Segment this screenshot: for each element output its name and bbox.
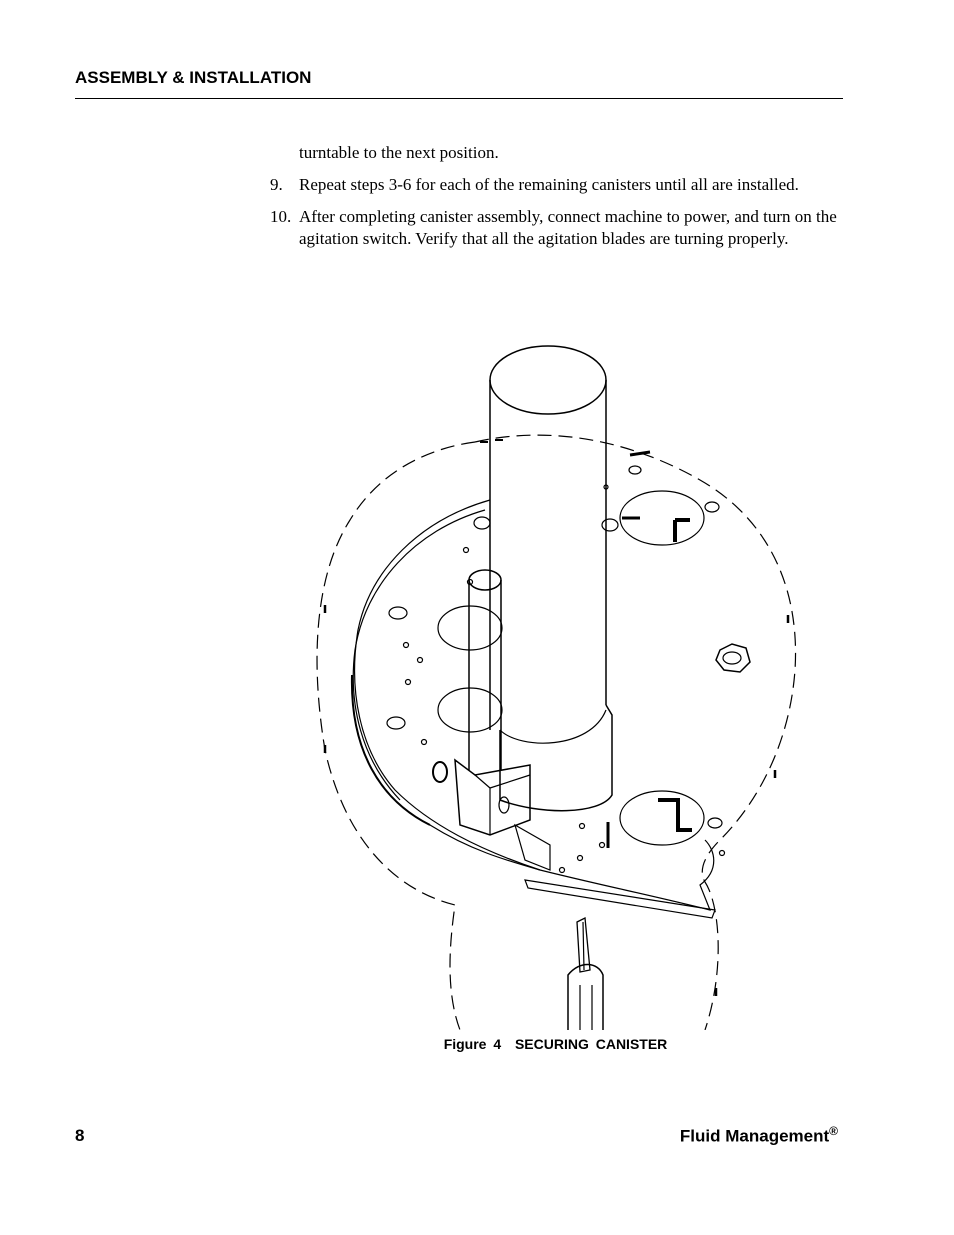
outer-boundary-right <box>475 435 796 1030</box>
canister-hole <box>438 606 502 650</box>
brand-name: Fluid Management <box>679 1126 830 1146</box>
turntable-flange <box>525 880 715 918</box>
agitator-rod-top <box>469 570 501 590</box>
bolt-hole <box>389 607 407 619</box>
figure-title: SECURING CANISTER <box>514 1036 668 1052</box>
instructions <box>270 142 845 260</box>
clamp-block-edge <box>475 775 490 788</box>
turntable-lip <box>352 675 430 825</box>
step-9 <box>270 174 845 196</box>
pin-hole <box>406 680 411 685</box>
header-rule <box>75 98 843 99</box>
turntable-edge <box>355 500 714 910</box>
canister-hole <box>438 688 502 732</box>
pin-hole <box>600 843 605 848</box>
bolt-hole <box>433 762 447 782</box>
figure-caption <box>0 1036 954 1052</box>
bolt-hole <box>387 717 405 729</box>
step-text: Repeat steps 3-6 for each of the remaining canisters until all are installed. <box>299 175 799 194</box>
bolt-hole <box>602 519 618 531</box>
bolt-hole <box>629 466 641 474</box>
step-text: After completing canister assembly, connect machine to power, and turn on the agitation switch. Verify that all the agitation blades are turning properly. <box>299 207 837 248</box>
latch-mark <box>630 452 650 455</box>
pin-hole <box>464 548 469 553</box>
screwdriver-shaft <box>583 922 584 970</box>
outer-boundary <box>317 442 475 1030</box>
step-10 <box>270 206 845 250</box>
pin-hole <box>560 868 565 873</box>
page-number: 8 <box>75 1126 85 1145</box>
latch-mark <box>658 800 692 830</box>
bolt-hole <box>705 502 719 512</box>
canister-base-edge <box>500 710 606 743</box>
pin-hole <box>422 740 427 745</box>
screwdriver-handle <box>568 964 603 1030</box>
step-number <box>270 142 299 164</box>
securing-canister-illustration <box>300 330 820 1030</box>
step-number: 9. <box>270 175 283 194</box>
clamp-block <box>455 760 530 835</box>
hex-nut-bore <box>723 652 741 664</box>
bolt-hole <box>474 517 490 529</box>
clamp-block-edge <box>490 775 530 788</box>
footer-brand <box>680 1124 838 1147</box>
step-continuation <box>270 142 845 164</box>
hex-nut <box>716 644 750 672</box>
registered-mark: ® <box>829 1124 838 1138</box>
set-screw-hole <box>499 797 509 813</box>
pin-hole <box>720 851 725 856</box>
figure-number: Figure 4 <box>443 1036 502 1052</box>
pin-hole <box>404 643 409 648</box>
canister-top <box>490 346 606 414</box>
canister-collar <box>500 705 612 811</box>
section-header: ASSEMBLY & INSTALLATION <box>75 68 312 87</box>
pin-hole <box>580 824 585 829</box>
pin-hole <box>418 658 423 663</box>
bolt-hole <box>708 818 722 828</box>
step-text: turntable to the next position. <box>299 143 499 162</box>
turntable-flange-edge <box>430 825 540 870</box>
step-number: 10. <box>270 207 292 226</box>
pin-hole <box>578 856 583 861</box>
